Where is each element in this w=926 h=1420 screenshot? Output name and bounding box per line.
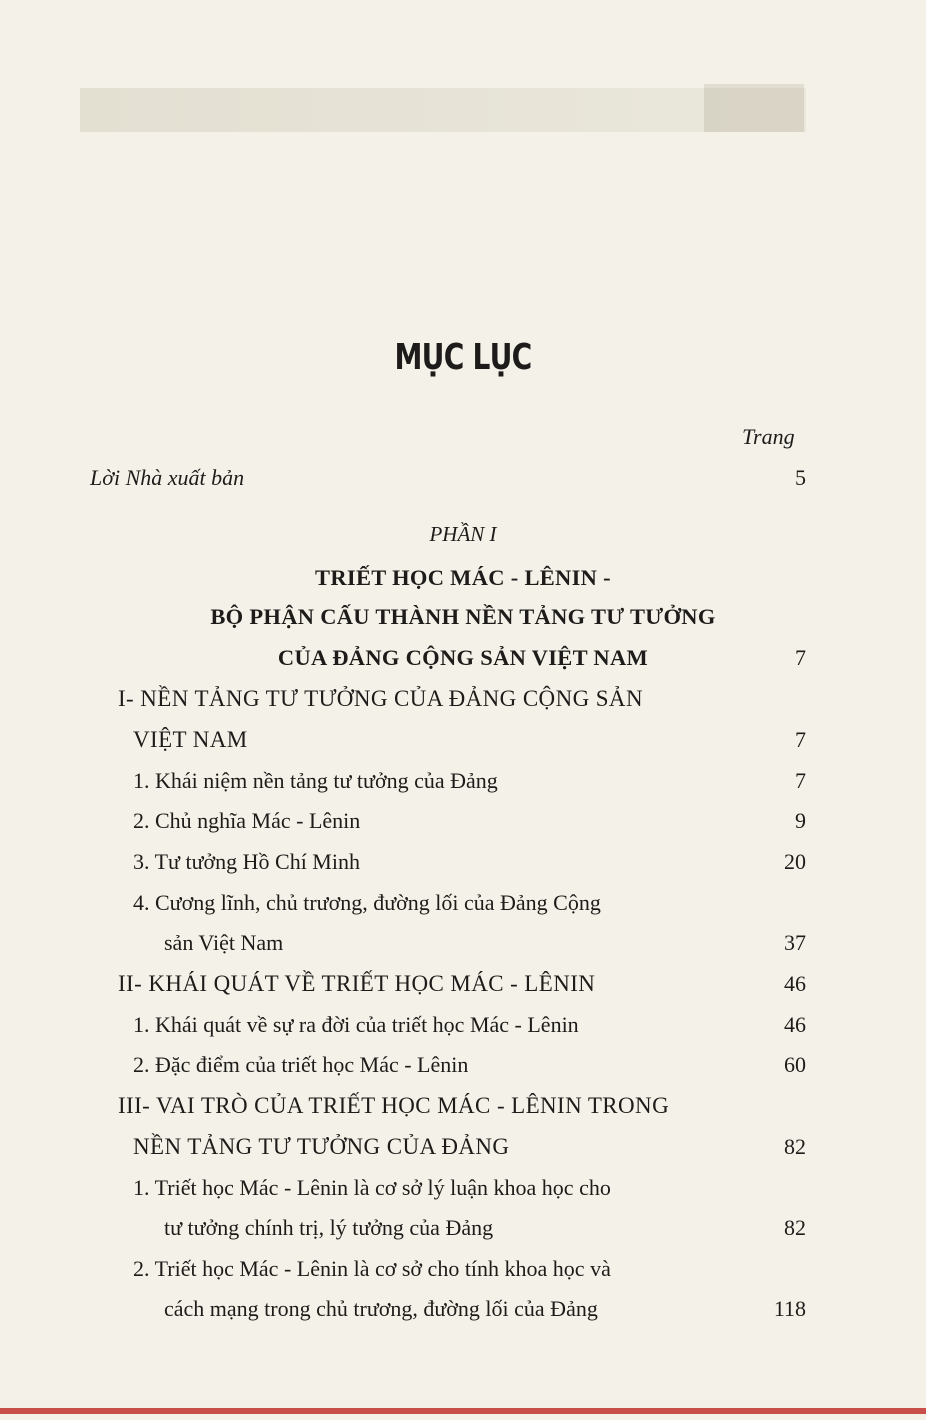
toc-item: 1. Khái niệm nền tảng tư tưởng của Đảng (133, 768, 498, 793)
section-heading-cont: VIỆT NAM (133, 727, 248, 752)
section-page: 7 (795, 727, 806, 752)
part-title-line: CỦA ĐẢNG CỘNG SẢN VIỆT NAM (277, 645, 649, 670)
bleed-through-tab (704, 84, 804, 132)
section-heading: III- VAI TRÒ CỦA TRIẾT HỌC MÁC - LÊNIN TRONG (118, 1093, 670, 1118)
toc-item-cont: cách mạng trong chủ trương, đường lối của Đảng (164, 1296, 598, 1321)
toc-item: 3. Tư tưởng Hồ Chí Minh (133, 849, 360, 874)
toc-item-page: 118 (773, 1296, 806, 1321)
section-page: 82 (784, 1134, 806, 1159)
toc-item: 1. Khái quát về sự ra đời của triết học Mác - Lênin (133, 1012, 579, 1037)
toc-item: 2. Triết học Mác - Lênin là cơ sở cho tính khoa học và (133, 1256, 611, 1281)
toc-item-page: 20 (784, 849, 806, 874)
toc-item-page: 9 (795, 808, 806, 833)
section-heading-cont: NỀN TẢNG TƯ TƯỞNG CỦA ĐẢNG (133, 1134, 510, 1159)
front-matter-label: Lời Nhà xuất bản (90, 465, 245, 490)
toc-item-cont: sản Việt Nam (164, 930, 284, 955)
toc-item-page: 82 (784, 1215, 806, 1240)
toc-item: 2. Chủ nghĩa Mác - Lênin (133, 808, 361, 833)
bleed-through-header (80, 88, 806, 132)
toc-item-page: 7 (795, 768, 806, 793)
toc-item: 1. Triết học Mác - Lênin là cơ sở lý luận khoa học cho (133, 1175, 611, 1200)
section-heading: I- NỀN TẢNG TƯ TƯỞNG CỦA ĐẢNG CỘNG SẢN (118, 686, 643, 711)
part-label: PHẦN I (429, 522, 497, 546)
toc-item-page: 37 (784, 930, 806, 955)
front-matter-page: 5 (795, 465, 806, 490)
section-heading: II- KHÁI QUÁT VỀ TRIẾT HỌC MÁC - LÊNIN (118, 971, 596, 996)
toc-item: 2. Đặc điểm của triết học Mác - Lênin (133, 1052, 469, 1077)
part-title-line: BỘ PHẬN CẤU THÀNH NỀN TẢNG TƯ TƯỞNG (210, 604, 716, 629)
toc-item-page: 46 (784, 1012, 806, 1037)
toc-item-page: 60 (784, 1052, 806, 1077)
toc-item: 4. Cương lĩnh, chủ trương, đường lối của Đảng Cộng (133, 890, 601, 915)
part-title-line: TRIẾT HỌC MÁC - LÊNIN - (315, 565, 611, 590)
toc-item-cont: tư tưởng chính trị, lý tưởng của Đảng (164, 1215, 494, 1240)
bottom-edge-rule (0, 1408, 926, 1414)
section-page: 46 (784, 971, 806, 996)
page-column-label: Trang (742, 424, 795, 449)
page-title: MỤC LỤC (394, 337, 532, 378)
part-page: 7 (795, 645, 806, 670)
